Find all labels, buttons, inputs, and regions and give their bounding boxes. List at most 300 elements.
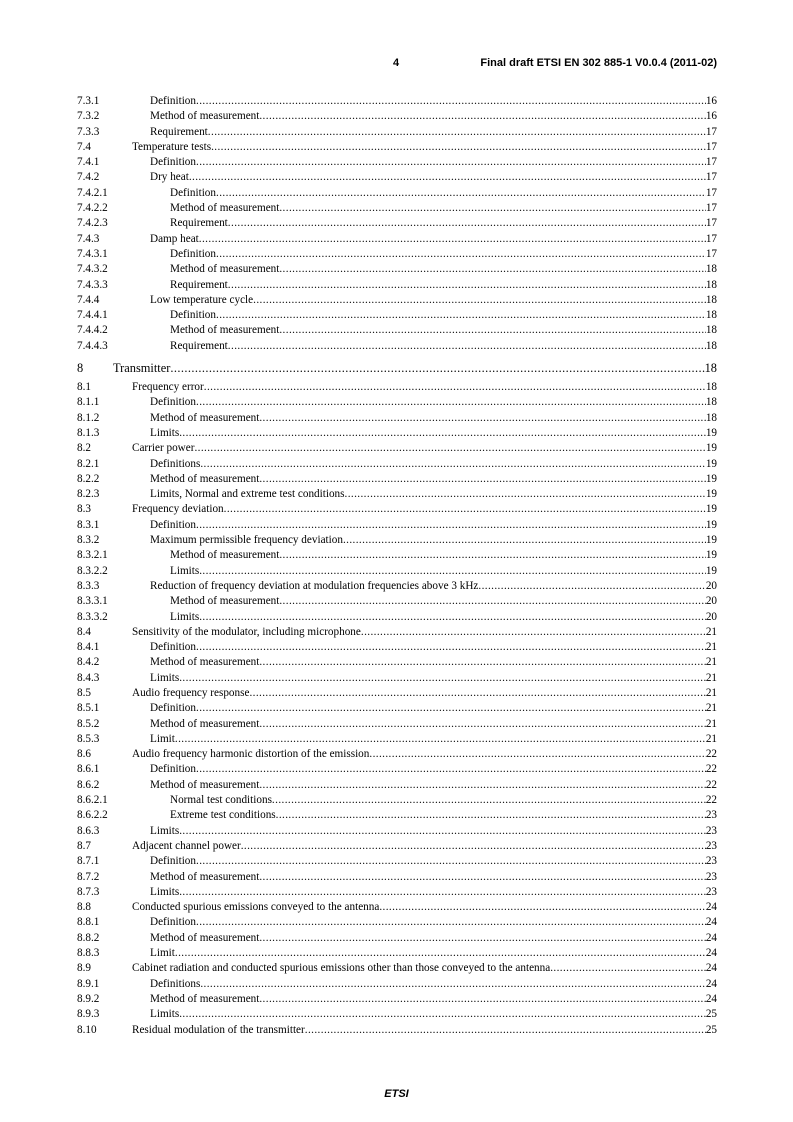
toc-entry-page: 20 xyxy=(705,579,717,592)
toc-entry-number: 7.4.4.2 xyxy=(77,324,108,337)
page-header xyxy=(0,57,793,73)
toc-entry[interactable] xyxy=(77,931,717,946)
toc-entry-page: 24 xyxy=(705,947,717,960)
toc-entry-title: Extreme test conditions xyxy=(170,809,276,822)
toc-dot-leader xyxy=(179,885,706,900)
toc-entry-page: 22 xyxy=(705,778,717,791)
toc-entry-title: Damp heat xyxy=(150,232,199,245)
toc-entry[interactable] xyxy=(77,961,717,976)
toc-entry-number: 8.6.2.1 xyxy=(77,794,108,807)
toc-entry-number: 8.9.2 xyxy=(77,992,100,1005)
toc-dot-leader xyxy=(196,762,706,777)
toc-entry-page: 21 xyxy=(705,702,717,715)
toc-entry-number: 8.3 xyxy=(77,503,91,516)
toc-entry-title: Requirement xyxy=(170,217,228,230)
toc-entry[interactable] xyxy=(77,747,717,762)
toc-entry-page: 19 xyxy=(705,457,717,470)
toc-entry[interactable] xyxy=(77,125,717,140)
toc-dot-leader xyxy=(259,472,705,487)
toc-entry-number: 7.4 xyxy=(77,140,91,153)
toc-entry-number: 8.8.3 xyxy=(77,947,100,960)
toc-entry-number: 7.4.3 xyxy=(77,232,100,245)
toc-entry[interactable] xyxy=(77,278,717,293)
toc-entry-number: 8.7.2 xyxy=(77,870,100,883)
document-title: Final draft ETSI EN 302 885-1 V0.0.4 (2011-02) xyxy=(480,57,717,69)
toc-entry-number: 7.4.2.3 xyxy=(77,217,108,230)
toc-dot-leader xyxy=(279,323,705,338)
toc-entry-page: 18 xyxy=(705,396,717,409)
toc-entry[interactable] xyxy=(77,824,717,839)
toc-entry[interactable] xyxy=(77,579,717,594)
toc-entry[interactable] xyxy=(77,472,717,487)
toc-entry-page: 18 xyxy=(705,309,717,322)
toc-entry-page: 23 xyxy=(705,855,717,868)
toc-entry[interactable] xyxy=(77,992,717,1007)
toc-dot-leader xyxy=(228,278,706,293)
toc-entry[interactable] xyxy=(77,854,717,869)
toc-entry-page: 24 xyxy=(705,931,717,944)
toc-entry-page: 16 xyxy=(705,110,717,123)
toc-dot-leader xyxy=(196,518,706,533)
toc-dot-leader xyxy=(200,977,705,992)
page-number: 4 xyxy=(393,57,400,69)
toc-entry-number: 8.3.3.2 xyxy=(77,610,108,623)
toc-entry-number: 8.5 xyxy=(77,686,91,699)
toc-entry[interactable] xyxy=(77,186,717,201)
toc-entry-number: 8.3.3.1 xyxy=(77,595,108,608)
toc-entry[interactable] xyxy=(77,170,717,185)
toc-entry[interactable] xyxy=(77,686,717,701)
toc-dot-leader xyxy=(199,610,706,625)
toc-dot-leader xyxy=(216,308,706,323)
toc-entry-number: 8.6 xyxy=(77,748,91,761)
toc-entry-title: Method of measurement xyxy=(170,549,280,562)
toc-entry[interactable] xyxy=(77,457,717,472)
toc-entry-page: 17 xyxy=(705,125,717,138)
toc-entry-title: Limits xyxy=(150,824,180,837)
toc-entry-page: 19 xyxy=(705,549,717,562)
toc-entry-title: Method of measurement xyxy=(150,778,260,791)
toc-entry-title: Maximum permissible frequency deviation xyxy=(150,534,343,547)
toc-entry[interactable] xyxy=(77,441,717,456)
toc-entry-number: 8.5.3 xyxy=(77,732,100,745)
toc-dot-leader xyxy=(196,155,706,170)
toc-entry-page: 19 xyxy=(705,442,717,455)
toc-entry[interactable] xyxy=(77,762,717,777)
toc-entry-title: Definition xyxy=(150,518,196,531)
toc-entry[interactable] xyxy=(77,885,717,900)
toc-dot-leader xyxy=(259,109,705,124)
toc-entry-number: 8.8 xyxy=(77,901,91,914)
toc-dot-leader xyxy=(211,140,706,155)
toc-entry-title: Reduction of frequency deviation at modulation frequencies above 3 kHz xyxy=(150,579,479,592)
toc-entry-title: Audio frequency response xyxy=(132,686,250,699)
toc-entry-number: 8.7.3 xyxy=(77,885,100,898)
toc-entry-page: 17 xyxy=(705,156,717,169)
toc-entry-number: 8.2.2 xyxy=(77,472,100,485)
toc-entry-number: 8.7 xyxy=(77,839,91,852)
toc-entry-number: 8.2.3 xyxy=(77,488,100,501)
toc-entry-title: Definition xyxy=(150,916,196,929)
toc-entry-number: 8 xyxy=(77,361,84,376)
toc-entry-title: Method of measurement xyxy=(170,324,280,337)
toc-entry-page: 25 xyxy=(705,1008,717,1021)
toc-entry-page: 17 xyxy=(705,217,717,230)
toc-entry-title: Definition xyxy=(150,702,196,715)
toc-entry-page: 18 xyxy=(705,263,717,276)
toc-dot-leader xyxy=(196,701,706,716)
toc-entry[interactable] xyxy=(77,201,717,216)
toc-dot-leader xyxy=(208,125,706,140)
toc-entry-title: Requirement xyxy=(170,339,228,352)
toc-dot-leader xyxy=(345,487,706,502)
toc-dot-leader xyxy=(216,186,706,201)
toc-entry-title: Low temperature cycle xyxy=(150,293,254,306)
toc-entry-title: Definition xyxy=(150,156,196,169)
toc-entry-title: Residual modulation of the transmitter xyxy=(132,1023,305,1036)
toc-entry-title: Limits xyxy=(170,610,200,623)
toc-entry-number: 8.3.2.2 xyxy=(77,564,108,577)
toc-entry-title: Audio frequency harmonic distortion of the emission xyxy=(132,748,370,761)
toc-entry-title: Method of measurement xyxy=(150,992,260,1005)
toc-dot-leader xyxy=(175,946,706,961)
toc-entry-page: 24 xyxy=(705,916,717,929)
toc-dot-leader xyxy=(179,824,706,839)
toc-entry-page: 19 xyxy=(705,534,717,547)
toc-entry-title: Temperature tests xyxy=(132,140,212,153)
toc-dot-leader xyxy=(272,793,706,808)
toc-entry-page: 25 xyxy=(705,1023,717,1036)
toc-dot-leader xyxy=(179,426,706,441)
toc-entry-title: Definition xyxy=(170,247,216,260)
toc-entry-page: 24 xyxy=(705,962,717,975)
toc-entry-title: Definition xyxy=(170,186,216,199)
toc-entry-number: 8.4.3 xyxy=(77,671,100,684)
toc-entry-page: 19 xyxy=(705,503,717,516)
toc-entry[interactable] xyxy=(77,793,717,808)
toc-dot-leader xyxy=(199,564,706,579)
toc-entry-title: Definition xyxy=(150,763,196,776)
toc-entry-title: Carrier power xyxy=(132,442,195,455)
toc-entry-number: 7.3.3 xyxy=(77,125,100,138)
toc-dot-leader xyxy=(259,931,705,946)
toc-dot-leader xyxy=(478,579,705,594)
toc-dot-leader xyxy=(170,361,704,376)
toc-entry[interactable] xyxy=(77,109,717,124)
toc-entry-page: 21 xyxy=(705,717,717,730)
toc-entry-number: 8.4 xyxy=(77,625,91,638)
toc-entry-number: 8.3.2 xyxy=(77,534,100,547)
toc-entry-page: 21 xyxy=(705,625,717,638)
toc-entry-page: 18 xyxy=(705,293,717,306)
toc-entry[interactable] xyxy=(77,411,717,426)
toc-entry[interactable] xyxy=(77,339,717,354)
toc-entry-number: 7.3.2 xyxy=(77,110,100,123)
toc-entry-number: 8.10 xyxy=(77,1023,97,1036)
toc-dot-leader xyxy=(199,232,706,247)
toc-dot-leader xyxy=(204,380,706,395)
toc-entry-title: Method of measurement xyxy=(150,931,260,944)
toc-entry-title: Definition xyxy=(150,855,196,868)
toc-dot-leader xyxy=(279,201,705,216)
table-of-contents xyxy=(77,94,717,1038)
toc-entry-number: 7.4.3.3 xyxy=(77,278,108,291)
toc-entry-title: Frequency error xyxy=(132,381,204,394)
toc-entry-page: 19 xyxy=(705,488,717,501)
toc-entry[interactable] xyxy=(77,262,717,277)
toc-dot-leader xyxy=(259,717,705,732)
toc-entry[interactable] xyxy=(77,426,717,441)
toc-dot-leader xyxy=(259,655,705,670)
toc-dot-leader xyxy=(175,732,706,747)
toc-entry-number: 8.9.3 xyxy=(77,1008,100,1021)
toc-entry-page: 24 xyxy=(705,992,717,1005)
toc-entry-title: Limits, Normal and extreme test conditions xyxy=(150,488,345,501)
toc-entry-title: Requirement xyxy=(150,125,208,138)
toc-dot-leader xyxy=(241,839,706,854)
toc-entry-page: 20 xyxy=(705,595,717,608)
toc-entry[interactable] xyxy=(77,900,717,915)
toc-dot-leader xyxy=(279,594,705,609)
toc-dot-leader xyxy=(305,1023,706,1038)
toc-entry[interactable] xyxy=(77,625,717,640)
toc-entry-title: Frequency deviation xyxy=(132,503,224,516)
toc-entry-number: 7.4.3.2 xyxy=(77,263,108,276)
toc-entry-page: 23 xyxy=(705,885,717,898)
toc-entry-page: 22 xyxy=(705,794,717,807)
toc-entry-page: 19 xyxy=(705,518,717,531)
toc-dot-leader xyxy=(276,808,706,823)
toc-dot-leader xyxy=(369,747,705,762)
toc-entry-number: 7.4.4 xyxy=(77,293,100,306)
toc-entry-title: Dry heat xyxy=(150,171,189,184)
toc-entry[interactable] xyxy=(77,701,717,716)
toc-entry-number: 7.4.2.1 xyxy=(77,186,108,199)
toc-entry[interactable] xyxy=(77,361,717,380)
toc-entry-page: 21 xyxy=(705,671,717,684)
toc-entry[interactable] xyxy=(77,1007,717,1022)
toc-entry[interactable] xyxy=(77,247,717,262)
toc-entry-title: Definitions xyxy=(150,977,201,990)
toc-entry-title: Method of measurement xyxy=(150,656,260,669)
toc-entry-page: 19 xyxy=(705,564,717,577)
toc-entry-page: 17 xyxy=(705,140,717,153)
toc-entry-page: 20 xyxy=(705,610,717,623)
toc-entry-number: 8.9.1 xyxy=(77,977,100,990)
toc-entry-page: 18 xyxy=(705,411,717,424)
toc-dot-leader xyxy=(179,1007,706,1022)
toc-entry-page: 21 xyxy=(705,656,717,669)
toc-entry[interactable] xyxy=(77,323,717,338)
toc-entry-title: Limits xyxy=(150,426,180,439)
toc-dot-leader xyxy=(361,625,706,640)
toc-entry-number: 8.8.1 xyxy=(77,916,100,929)
toc-entry-page: 18 xyxy=(705,278,717,291)
toc-entry-title: Conducted spurious emissions conveyed to the antenna xyxy=(132,901,380,914)
toc-entry-number: 8.4.2 xyxy=(77,656,100,669)
toc-dot-leader xyxy=(200,457,705,472)
toc-entry-title: Method of measurement xyxy=(170,263,280,276)
toc-entry-title: Definition xyxy=(150,396,196,409)
toc-entry-page: 19 xyxy=(705,472,717,485)
toc-entry-page: 19 xyxy=(705,426,717,439)
toc-entry[interactable] xyxy=(77,293,717,308)
toc-entry[interactable] xyxy=(77,915,717,930)
toc-entry[interactable] xyxy=(77,717,717,732)
toc-entry[interactable] xyxy=(77,487,717,502)
toc-dot-leader xyxy=(194,441,705,456)
toc-entry-number: 8.1 xyxy=(77,381,91,394)
toc-dot-leader xyxy=(343,533,706,548)
toc-entry-number: 8.8.2 xyxy=(77,931,100,944)
toc-entry-title: Limits xyxy=(150,1008,180,1021)
toc-entry[interactable] xyxy=(77,946,717,961)
toc-dot-leader xyxy=(179,671,706,686)
toc-entry-page: 17 xyxy=(705,186,717,199)
toc-entry-title: Method of measurement xyxy=(150,717,260,730)
toc-entry-title: Definition xyxy=(170,309,216,322)
toc-entry-page: 23 xyxy=(705,870,717,883)
toc-entry[interactable] xyxy=(77,655,717,670)
toc-entry-title: Cabinet radiation and conducted spurious emissions other than those conveyed to the antenna xyxy=(132,962,551,975)
toc-entry-number: 8.3.2.1 xyxy=(77,549,108,562)
toc-entry-title: Method of measurement xyxy=(150,110,260,123)
toc-entry-page: 24 xyxy=(705,901,717,914)
toc-entry-title: Definitions xyxy=(150,457,201,470)
toc-entry-title: Limits xyxy=(170,564,200,577)
toc-entry[interactable] xyxy=(77,155,717,170)
toc-dot-leader xyxy=(259,992,705,1007)
toc-entry-page: 23 xyxy=(705,824,717,837)
toc-entry[interactable] xyxy=(77,594,717,609)
toc-entry-title: Limits xyxy=(150,671,180,684)
toc-entry-number: 7.4.2.2 xyxy=(77,202,108,215)
toc-dot-leader xyxy=(279,262,705,277)
toc-entry-title: Requirement xyxy=(170,278,228,291)
toc-dot-leader xyxy=(550,961,706,976)
toc-entry-page: 24 xyxy=(705,977,717,990)
toc-entry[interactable] xyxy=(77,502,717,517)
toc-entry-number: 8.2 xyxy=(77,442,91,455)
toc-entry[interactable] xyxy=(77,232,717,247)
toc-entry-title: Transmitter xyxy=(113,361,171,376)
toc-entry-number: 7.4.4.3 xyxy=(77,339,108,352)
toc-entry-number: 7.4.3.1 xyxy=(77,247,108,260)
toc-entry-title: Limit xyxy=(150,732,175,745)
toc-entry[interactable] xyxy=(77,380,717,395)
toc-entry[interactable] xyxy=(77,977,717,992)
toc-entry-page: 21 xyxy=(705,686,717,699)
toc-entry-number: 8.1.1 xyxy=(77,396,100,409)
toc-dot-leader xyxy=(259,778,705,793)
toc-entry[interactable] xyxy=(77,140,717,155)
toc-entry-number: 8.7.1 xyxy=(77,855,100,868)
toc-entry[interactable] xyxy=(77,839,717,854)
toc-entry-title: Normal test conditions xyxy=(170,794,272,807)
toc-entry-number: 7.4.4.1 xyxy=(77,309,108,322)
toc-entry-title: Method of measurement xyxy=(170,202,280,215)
toc-dot-leader xyxy=(196,640,706,655)
toc-dot-leader xyxy=(249,686,705,701)
toc-entry-title: Method of measurement xyxy=(150,411,260,424)
toc-entry-page: 17 xyxy=(705,202,717,215)
toc-entry-page: 18 xyxy=(705,381,717,394)
toc-entry[interactable] xyxy=(77,778,717,793)
toc-entry-number: 8.3.1 xyxy=(77,518,100,531)
toc-entry[interactable] xyxy=(77,1023,717,1038)
toc-entry-number: 8.1.3 xyxy=(77,426,100,439)
toc-entry-number: 7.4.1 xyxy=(77,156,100,169)
toc-entry-title: Definition xyxy=(150,95,196,107)
toc-dot-leader xyxy=(216,247,706,262)
toc-entry-number: 8.6.2 xyxy=(77,778,100,791)
toc-entry-page: 23 xyxy=(705,809,717,822)
toc-entry[interactable] xyxy=(77,610,717,625)
toc-entry[interactable] xyxy=(77,395,717,410)
toc-entry-page: 18 xyxy=(705,324,717,337)
toc-dot-leader xyxy=(379,900,705,915)
toc-entry-page: 17 xyxy=(705,232,717,245)
toc-dot-leader xyxy=(228,339,706,354)
page-footer: ETSI xyxy=(384,1088,409,1100)
toc-entry-title: Definition xyxy=(150,641,196,654)
toc-dot-leader xyxy=(228,216,706,231)
toc-entry-page: 17 xyxy=(705,171,717,184)
toc-entry-number: 8.5.2 xyxy=(77,717,100,730)
toc-entry[interactable] xyxy=(77,548,717,563)
toc-entry[interactable] xyxy=(77,732,717,747)
toc-entry[interactable] xyxy=(77,533,717,548)
toc-entry-page: 23 xyxy=(705,839,717,852)
toc-entry-title: Limit xyxy=(150,947,175,960)
toc-dot-leader xyxy=(259,870,705,885)
toc-entry-page: 17 xyxy=(705,247,717,260)
toc-entry-title: Limits xyxy=(150,885,180,898)
toc-dot-leader xyxy=(224,502,706,517)
toc-entry[interactable] xyxy=(77,518,717,533)
toc-entry-number: 8.9 xyxy=(77,962,91,975)
toc-entry-page: 21 xyxy=(705,732,717,745)
toc-dot-leader xyxy=(196,94,706,109)
toc-entry-number: 8.5.1 xyxy=(77,702,100,715)
toc-entry[interactable] xyxy=(77,564,717,579)
toc-dot-leader xyxy=(196,915,706,930)
toc-entry-title: Adjacent channel power xyxy=(132,839,241,852)
toc-entry-title: Method of measurement xyxy=(150,472,260,485)
toc-entry-title: Sensitivity of the modulator, including microphone xyxy=(132,625,361,638)
toc-dot-leader xyxy=(196,854,706,869)
toc-entry[interactable] xyxy=(77,671,717,686)
toc-dot-leader xyxy=(253,293,706,308)
toc-entry-page: 18 xyxy=(704,361,717,376)
toc-entry[interactable] xyxy=(77,640,717,655)
toc-entry-number: 8.4.1 xyxy=(77,641,100,654)
toc-entry[interactable] xyxy=(77,808,717,823)
toc-entry-page: 16 xyxy=(705,95,717,107)
toc-entry[interactable] xyxy=(77,216,717,231)
toc-dot-leader xyxy=(259,411,705,426)
toc-entry[interactable] xyxy=(77,308,717,323)
toc-entry-title: Method of measurement xyxy=(170,595,280,608)
toc-entry-number: 7.4.2 xyxy=(77,171,100,184)
toc-entry-page: 21 xyxy=(705,641,717,654)
toc-entry-page: 18 xyxy=(705,339,717,352)
toc-entry[interactable] xyxy=(77,94,717,109)
toc-dot-leader xyxy=(279,548,705,563)
toc-entry[interactable] xyxy=(77,870,717,885)
toc-entry-number: 7.3.1 xyxy=(77,95,100,107)
toc-entry-number: 8.6.3 xyxy=(77,824,100,837)
